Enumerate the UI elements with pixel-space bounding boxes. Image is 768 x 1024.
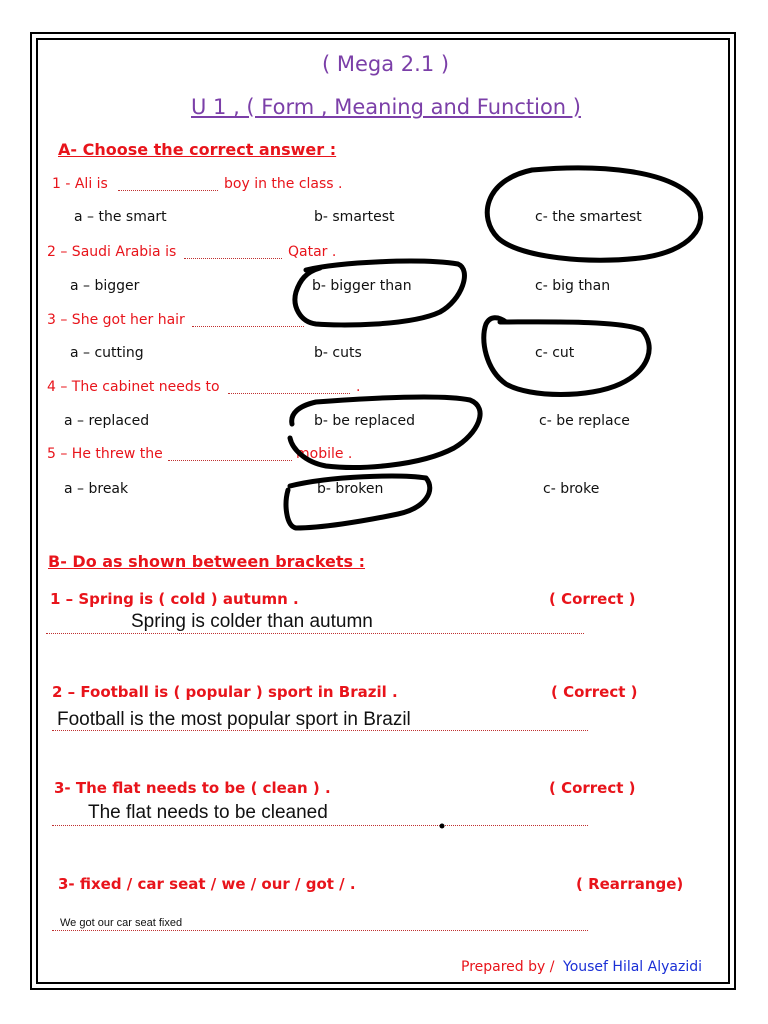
question-4-option-c: c- be replace <box>539 413 630 429</box>
item-4-prompt: 3- fixed / car seat / we / our / got / . <box>58 875 356 893</box>
question-2-ending: Qatar . <box>288 244 337 260</box>
answer-blank <box>228 393 350 394</box>
answer-line <box>52 730 588 731</box>
item-2-prompt: 2 – Football is ( popular ) sport in Brazil . <box>52 683 398 701</box>
item-3-instruction: ( Correct ) <box>549 779 636 797</box>
item-4-answer: We got our car seat fixed <box>60 917 183 929</box>
question-4-option-b: b- be replaced <box>314 413 415 429</box>
item-1-prompt: 1 – Spring is ( cold ) autumn . <box>50 590 299 608</box>
answer-blank <box>184 258 282 259</box>
item-2-answer: Football is the most popular sport in Brazil <box>57 709 411 730</box>
page-border-inner <box>36 38 730 984</box>
author-name: Yousef Hilal Alyazidi <box>563 959 702 975</box>
question-5-prompt: 5 – He threw the <box>47 446 163 462</box>
worksheet-title: ( Mega 2.1 ) <box>322 52 450 76</box>
item-1-instruction: ( Correct ) <box>549 590 636 608</box>
question-2-option-b: b- bigger than <box>312 278 412 294</box>
item-4-instruction: ( Rearrange) <box>576 875 684 893</box>
answer-line <box>52 825 588 826</box>
answer-line <box>52 930 588 931</box>
question-2-option-a: a – bigger <box>70 278 140 294</box>
answer-line <box>46 633 584 634</box>
question-5-option-c: c- broke <box>543 481 600 497</box>
question-5-option-b: b- broken <box>317 481 384 497</box>
unit-title: U 1 , ( Form , Meaning and Function ) <box>191 95 581 119</box>
item-2-instruction: ( Correct ) <box>551 683 638 701</box>
answer-blank <box>192 326 304 327</box>
question-1-ending: boy in the class . <box>224 176 343 192</box>
question-5-option-a: a – break <box>64 481 129 497</box>
answer-blank <box>118 190 218 191</box>
question-3-option-c: c- cut <box>535 345 575 361</box>
question-4-option-a: a – replaced <box>64 413 150 429</box>
question-4-prompt: 4 – The cabinet needs to <box>47 379 220 395</box>
question-3-option-a: a – cutting <box>70 345 144 361</box>
answer-blank <box>168 460 292 461</box>
section-a-heading: A- Choose the correct answer : <box>58 140 337 159</box>
question-3-prompt: 3 – She got her hair <box>47 312 185 328</box>
item-3-answer: The flat needs to be cleaned <box>88 802 328 823</box>
item-1-answer: Spring is colder than autumn <box>131 611 373 632</box>
question-5-ending: mobile . <box>296 446 353 462</box>
question-2-option-c: c- big than <box>535 278 611 294</box>
prepared-by-label: Prepared by / <box>461 959 555 975</box>
item-3-prompt: 3- The flat needs to be ( clean ) . <box>54 779 331 797</box>
question-2-prompt: 2 – Saudi Arabia is <box>47 244 177 260</box>
question-1-option-c: c- the smartest <box>535 209 642 225</box>
question-1-prompt: 1 - Ali is <box>52 176 108 192</box>
question-4-ending: . <box>356 379 361 395</box>
question-3-option-b: b- cuts <box>314 345 362 361</box>
section-b-heading: B- Do as shown between brackets : <box>48 552 366 571</box>
question-1-option-b: b- smartest <box>314 209 395 225</box>
question-1-option-a: a – the smart <box>74 209 167 225</box>
